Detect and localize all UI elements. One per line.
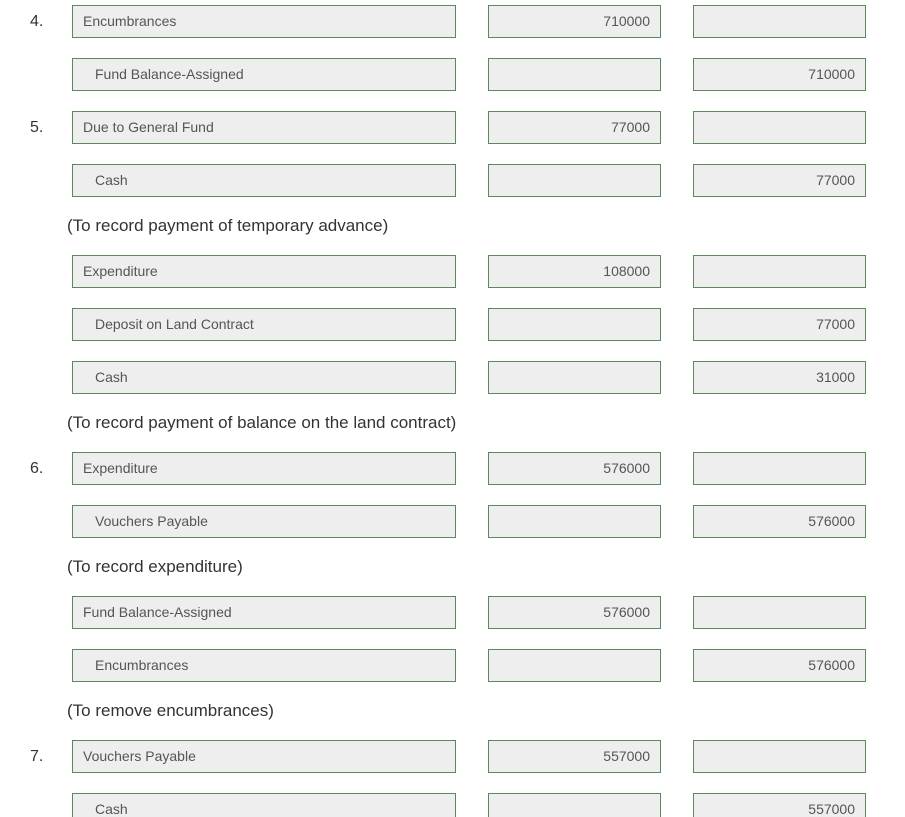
- debit-field[interactable]: 576000: [488, 452, 661, 485]
- account-field[interactable]: Expenditure: [72, 452, 456, 485]
- debit-field[interactable]: 576000: [488, 596, 661, 629]
- debit-field[interactable]: [488, 361, 661, 394]
- entry-note: (To record payment of temporary advance): [67, 216, 389, 235]
- credit-field[interactable]: [693, 452, 866, 485]
- debit-field[interactable]: 77000: [488, 111, 661, 144]
- credit-field[interactable]: [693, 5, 866, 38]
- account-field[interactable]: Expenditure: [72, 255, 456, 288]
- credit-field[interactable]: [693, 740, 866, 773]
- account-field[interactable]: Fund Balance-Assigned: [72, 58, 456, 91]
- credit-field[interactable]: [693, 596, 866, 629]
- credit-field[interactable]: 557000: [693, 793, 866, 817]
- credit-field[interactable]: [693, 111, 866, 144]
- account-field[interactable]: Fund Balance-Assigned: [72, 596, 456, 629]
- account-field[interactable]: Cash: [72, 164, 456, 197]
- entry-note: (To record payment of balance on the land contract): [67, 413, 457, 432]
- account-field[interactable]: Encumbrances: [72, 5, 456, 38]
- account-field[interactable]: Vouchers Payable: [72, 505, 456, 538]
- debit-field[interactable]: [488, 505, 661, 538]
- entry-number: 4.: [30, 13, 44, 30]
- credit-field[interactable]: 576000: [693, 505, 866, 538]
- debit-field[interactable]: [488, 58, 661, 91]
- account-field[interactable]: Cash: [72, 361, 456, 394]
- debit-field[interactable]: [488, 164, 661, 197]
- debit-field[interactable]: 108000: [488, 255, 661, 288]
- account-field[interactable]: Due to General Fund: [72, 111, 456, 144]
- account-field[interactable]: Deposit on Land Contract: [72, 308, 456, 341]
- debit-field[interactable]: [488, 308, 661, 341]
- credit-field[interactable]: 710000: [693, 58, 866, 91]
- entry-note: (To record expenditure): [67, 557, 243, 576]
- account-field[interactable]: Vouchers Payable: [72, 740, 456, 773]
- credit-field[interactable]: 77000: [693, 164, 866, 197]
- credit-field[interactable]: 77000: [693, 308, 866, 341]
- entry-number: 7.: [30, 748, 44, 765]
- debit-field[interactable]: [488, 649, 661, 682]
- entry-number: 5.: [30, 119, 44, 136]
- account-field[interactable]: Encumbrances: [72, 649, 456, 682]
- debit-field[interactable]: [488, 793, 661, 817]
- entry-note: (To remove encumbrances): [67, 701, 274, 720]
- credit-field[interactable]: 31000: [693, 361, 866, 394]
- debit-field[interactable]: 710000: [488, 5, 661, 38]
- credit-field[interactable]: [693, 255, 866, 288]
- debit-field[interactable]: 557000: [488, 740, 661, 773]
- entry-number: 6.: [30, 460, 44, 477]
- credit-field[interactable]: 576000: [693, 649, 866, 682]
- account-field[interactable]: Cash: [72, 793, 456, 817]
